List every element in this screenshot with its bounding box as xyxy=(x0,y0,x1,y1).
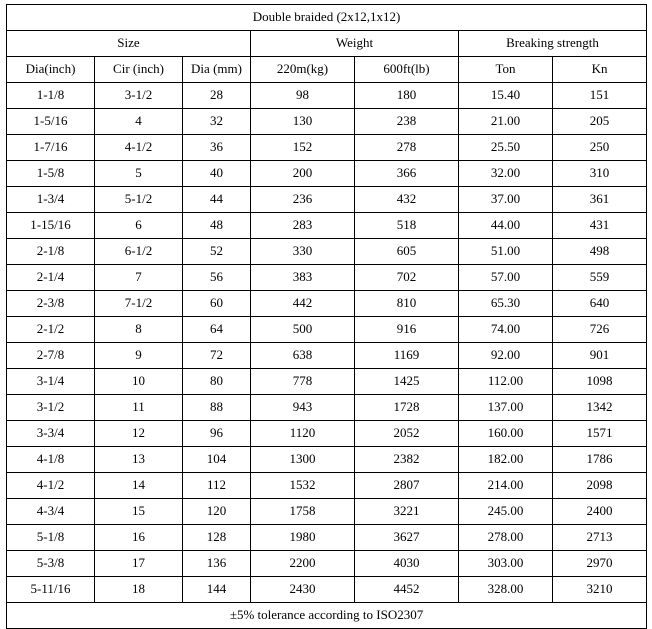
table-cell: 245.00 xyxy=(459,499,553,525)
table-cell: 8 xyxy=(95,317,183,343)
table-cell: 361 xyxy=(553,187,647,213)
table-cell: 638 xyxy=(251,343,355,369)
table-cell: 442 xyxy=(251,291,355,317)
table-cell: 2-1/4 xyxy=(7,265,95,291)
table-cell: 2-7/8 xyxy=(7,343,95,369)
column-header-weight-220m-kg: 220m(kg) xyxy=(251,57,355,83)
table-cell: 1-3/4 xyxy=(7,187,95,213)
table-cell: 518 xyxy=(355,213,459,239)
group-header-size: Size xyxy=(7,31,251,57)
table-row xyxy=(7,291,647,317)
table-cell: 1728 xyxy=(355,395,459,421)
table-cell: 1-5/16 xyxy=(7,109,95,135)
table-cell: 4-1/2 xyxy=(95,135,183,161)
table-header xyxy=(7,5,647,83)
table-cell: 1-7/16 xyxy=(7,135,95,161)
table-cell: 3-1/2 xyxy=(7,395,95,421)
table-cell: 3-1/4 xyxy=(7,369,95,395)
table-cell: 11 xyxy=(95,395,183,421)
table-cell: 9 xyxy=(95,343,183,369)
table-cell: 943 xyxy=(251,395,355,421)
table-row xyxy=(7,83,647,109)
table-cell: 182.00 xyxy=(459,447,553,473)
table-cell: 5-3/8 xyxy=(7,551,95,577)
table-cell: 96 xyxy=(183,421,251,447)
table-cell: 7 xyxy=(95,265,183,291)
table-cell: 901 xyxy=(553,343,647,369)
specification-table xyxy=(6,4,647,629)
table-row xyxy=(7,265,647,291)
table-cell: 2098 xyxy=(553,473,647,499)
table-cell: 200 xyxy=(251,161,355,187)
table-cell: 48 xyxy=(183,213,251,239)
table-cell: 4030 xyxy=(355,551,459,577)
table-cell: 65.30 xyxy=(459,291,553,317)
table-row xyxy=(7,187,647,213)
table-cell: 5-11/16 xyxy=(7,577,95,603)
table-cell: 152 xyxy=(251,135,355,161)
column-header-kn: Kn xyxy=(553,57,647,83)
table-cell: 5 xyxy=(95,161,183,187)
column-header-weight-600ft-lb: 600ft(lb) xyxy=(355,57,459,83)
table-cell: 2400 xyxy=(553,499,647,525)
table-cell: 6 xyxy=(95,213,183,239)
table-cell: 366 xyxy=(355,161,459,187)
table-cell: 640 xyxy=(553,291,647,317)
table-cell: 136 xyxy=(183,551,251,577)
table-cell: 92.00 xyxy=(459,343,553,369)
table-cell: 2052 xyxy=(355,421,459,447)
table-row xyxy=(7,395,647,421)
table-cell: 104 xyxy=(183,447,251,473)
table-cell: 36 xyxy=(183,135,251,161)
table-cell: 3210 xyxy=(553,577,647,603)
table-cell: 330 xyxy=(251,239,355,265)
table-cell: 32.00 xyxy=(459,161,553,187)
table-cell: 112.00 xyxy=(459,369,553,395)
table-cell: 10 xyxy=(95,369,183,395)
table-cell: 1-5/8 xyxy=(7,161,95,187)
table-cell: 1980 xyxy=(251,525,355,551)
table-row xyxy=(7,551,647,577)
table-row xyxy=(7,447,647,473)
table-cell: 2200 xyxy=(251,551,355,577)
table-cell: 130 xyxy=(251,109,355,135)
table-cell: 726 xyxy=(553,317,647,343)
table-row xyxy=(7,525,647,551)
table-cell: 32 xyxy=(183,109,251,135)
table-cell: 5-1/2 xyxy=(95,187,183,213)
table-cell: 778 xyxy=(251,369,355,395)
column-header-ton: Ton xyxy=(459,57,553,83)
table-cell: 1786 xyxy=(553,447,647,473)
table-cell: 238 xyxy=(355,109,459,135)
table-cell: 2-1/2 xyxy=(7,317,95,343)
table-cell: 6-1/2 xyxy=(95,239,183,265)
table-cell: 559 xyxy=(553,265,647,291)
table-cell: 2-3/8 xyxy=(7,291,95,317)
table-cell: 137.00 xyxy=(459,395,553,421)
column-header-dia-inch: Dia(inch) xyxy=(7,57,95,83)
table-title: Double braided (2x12,1x12) xyxy=(7,5,647,31)
table-cell: 2713 xyxy=(553,525,647,551)
table-cell: 72 xyxy=(183,343,251,369)
table-cell: 1169 xyxy=(355,343,459,369)
table-cell: 37.00 xyxy=(459,187,553,213)
table-cell: 56 xyxy=(183,265,251,291)
table-row xyxy=(7,109,647,135)
table-body xyxy=(7,83,647,603)
column-header-cir-inch: Cir (inch) xyxy=(95,57,183,83)
table-cell: 120 xyxy=(183,499,251,525)
footer-row xyxy=(7,603,647,629)
table-cell: 214.00 xyxy=(459,473,553,499)
table-cell: 128 xyxy=(183,525,251,551)
table-cell: 278.00 xyxy=(459,525,553,551)
table-row xyxy=(7,369,647,395)
table-row xyxy=(7,239,647,265)
table-cell: 57.00 xyxy=(459,265,553,291)
tolerance-note: ±5% tolerance according to ISO2307 xyxy=(7,603,647,629)
group-header-weight: Weight xyxy=(251,31,459,57)
table-cell: 3221 xyxy=(355,499,459,525)
table-cell: 2382 xyxy=(355,447,459,473)
table-row xyxy=(7,317,647,343)
table-cell: 74.00 xyxy=(459,317,553,343)
table-cell: 52 xyxy=(183,239,251,265)
table-row xyxy=(7,343,647,369)
table-cell: 160.00 xyxy=(459,421,553,447)
table-cell: 80 xyxy=(183,369,251,395)
table-cell: 16 xyxy=(95,525,183,551)
table-cell: 25.50 xyxy=(459,135,553,161)
table-cell: 702 xyxy=(355,265,459,291)
table-cell: 1571 xyxy=(553,421,647,447)
group-header-row xyxy=(7,31,647,57)
table-row xyxy=(7,135,647,161)
table-cell: 3-3/4 xyxy=(7,421,95,447)
table-cell: 383 xyxy=(251,265,355,291)
table-cell: 40 xyxy=(183,161,251,187)
table-cell: 916 xyxy=(355,317,459,343)
table-cell: 2430 xyxy=(251,577,355,603)
table-cell: 44 xyxy=(183,187,251,213)
table-row xyxy=(7,161,647,187)
table-cell: 98 xyxy=(251,83,355,109)
table-cell: 1342 xyxy=(553,395,647,421)
table-cell: 810 xyxy=(355,291,459,317)
table-cell: 283 xyxy=(251,213,355,239)
table-cell: 236 xyxy=(251,187,355,213)
table-row xyxy=(7,421,647,447)
group-header-breaking-strength: Breaking strength xyxy=(459,31,647,57)
table-cell: 205 xyxy=(553,109,647,135)
table-cell: 15 xyxy=(95,499,183,525)
table-cell: 3-1/2 xyxy=(95,83,183,109)
table-cell: 432 xyxy=(355,187,459,213)
table-cell: 2-1/8 xyxy=(7,239,95,265)
table-cell: 28 xyxy=(183,83,251,109)
table-cell: 303.00 xyxy=(459,551,553,577)
table-cell: 498 xyxy=(553,239,647,265)
table-cell: 14 xyxy=(95,473,183,499)
table-cell: 4-1/8 xyxy=(7,447,95,473)
table-cell: 4 xyxy=(95,109,183,135)
table-cell: 4452 xyxy=(355,577,459,603)
table-cell: 250 xyxy=(553,135,647,161)
table-cell: 7-1/2 xyxy=(95,291,183,317)
table-cell: 12 xyxy=(95,421,183,447)
table-cell: 151 xyxy=(553,83,647,109)
table-cell: 1758 xyxy=(251,499,355,525)
column-header-row xyxy=(7,57,647,83)
table-cell: 605 xyxy=(355,239,459,265)
table-cell: 1300 xyxy=(251,447,355,473)
table-cell: 1098 xyxy=(553,369,647,395)
table-cell: 180 xyxy=(355,83,459,109)
table-cell: 13 xyxy=(95,447,183,473)
table-cell: 328.00 xyxy=(459,577,553,603)
table-cell: 112 xyxy=(183,473,251,499)
table-cell: 310 xyxy=(553,161,647,187)
table-cell: 51.00 xyxy=(459,239,553,265)
table-row xyxy=(7,499,647,525)
table-row xyxy=(7,213,647,239)
table-cell: 18 xyxy=(95,577,183,603)
table-cell: 2970 xyxy=(553,551,647,577)
table-cell: 144 xyxy=(183,577,251,603)
table-cell: 1120 xyxy=(251,421,355,447)
table-cell: 3627 xyxy=(355,525,459,551)
table-cell: 500 xyxy=(251,317,355,343)
column-header-dia-mm: Dia (mm) xyxy=(183,57,251,83)
table-row xyxy=(7,473,647,499)
table-cell: 1-1/8 xyxy=(7,83,95,109)
table-footer xyxy=(7,603,647,629)
table-cell: 44.00 xyxy=(459,213,553,239)
table-cell: 88 xyxy=(183,395,251,421)
table-cell: 21.00 xyxy=(459,109,553,135)
table-row xyxy=(7,577,647,603)
table-cell: 2807 xyxy=(355,473,459,499)
table-cell: 15.40 xyxy=(459,83,553,109)
table-cell: 1532 xyxy=(251,473,355,499)
table-cell: 4-3/4 xyxy=(7,499,95,525)
table-cell: 431 xyxy=(553,213,647,239)
table-cell: 1-15/16 xyxy=(7,213,95,239)
title-row xyxy=(7,5,647,31)
table-cell: 1425 xyxy=(355,369,459,395)
table-cell: 64 xyxy=(183,317,251,343)
table-cell: 278 xyxy=(355,135,459,161)
table-cell: 17 xyxy=(95,551,183,577)
table-cell: 60 xyxy=(183,291,251,317)
table-cell: 5-1/8 xyxy=(7,525,95,551)
table-cell: 4-1/2 xyxy=(7,473,95,499)
